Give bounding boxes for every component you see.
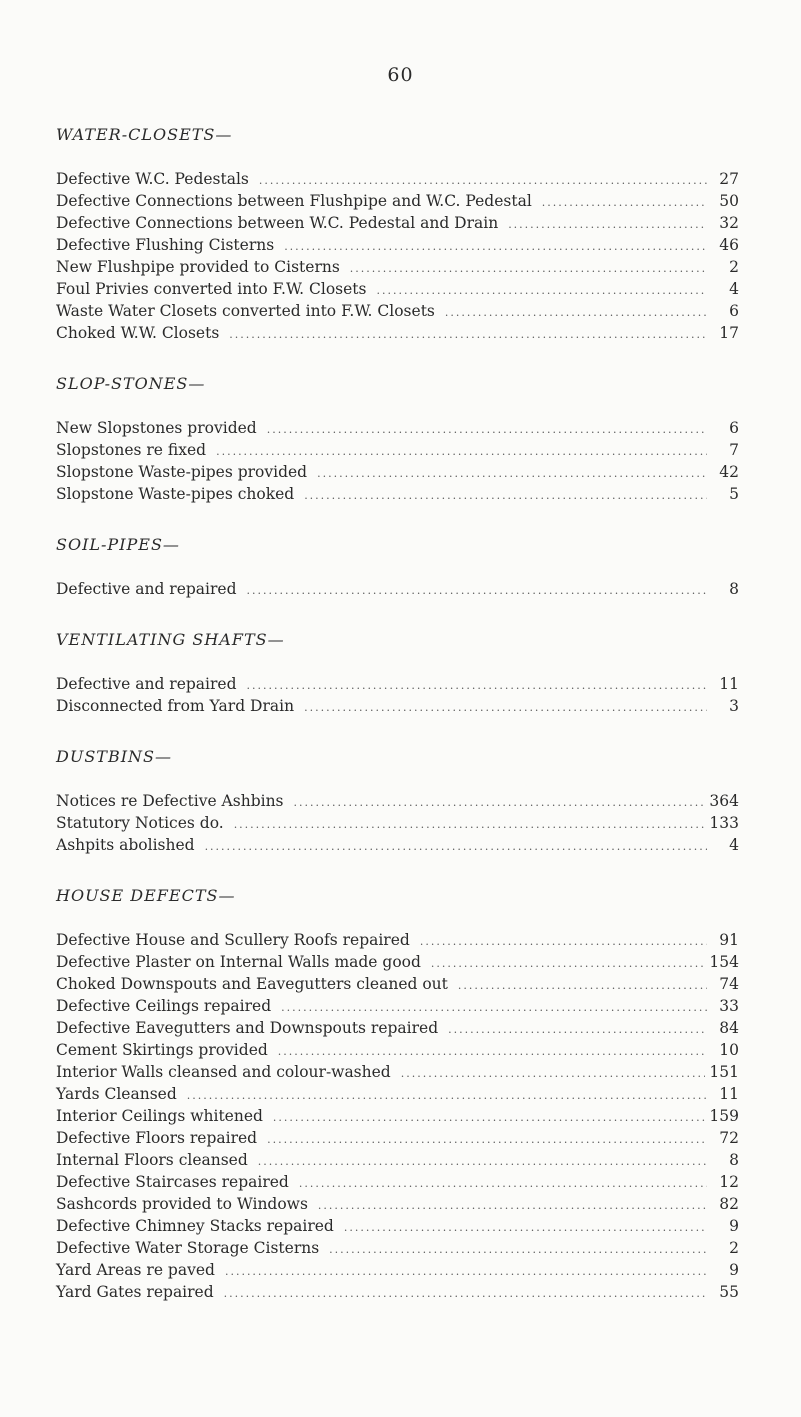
- row-value: 151: [709, 1063, 739, 1081]
- row-label: Defective House and Scullery Roofs repaired: [56, 931, 410, 949]
- section: [56, 744, 739, 856]
- dot-leader: [267, 419, 707, 441]
- dot-leader: [259, 170, 707, 192]
- row-value: 2: [729, 258, 739, 276]
- row-label: Yard Areas re paved: [56, 1261, 215, 1279]
- row-value: 50: [719, 192, 739, 210]
- dot-leader: [278, 1041, 707, 1063]
- row-value: 46: [719, 236, 739, 254]
- section: [56, 627, 739, 717]
- row-label: Interior Ceilings whitened: [56, 1107, 263, 1125]
- table-row: [56, 1039, 739, 1061]
- row-label: Choked Downspouts and Eavegutters cleaned out: [56, 975, 448, 993]
- row-label: Notices re Defective Ashbins: [56, 792, 284, 810]
- dot-leader: [205, 836, 707, 858]
- row-label: Defective Plaster on Internal Walls made good: [56, 953, 421, 971]
- row-value: 82: [719, 1195, 739, 1213]
- section-heading: VENTILATING SHAFTS—: [56, 630, 285, 649]
- row-label: Statutory Notices do.: [56, 814, 224, 832]
- row-label: Slopstone Waste-pipes provided: [56, 463, 308, 481]
- row-value: 11: [719, 675, 739, 693]
- row-label: Cement Skirtings provided: [56, 1041, 268, 1059]
- row-value: 4: [729, 836, 739, 854]
- report-content: [56, 122, 739, 1330]
- row-value: 159: [709, 1107, 739, 1125]
- dot-leader: [267, 1129, 707, 1151]
- dot-leader: [273, 1107, 705, 1129]
- dot-leader: [258, 1151, 707, 1173]
- row-value: 3: [729, 697, 739, 715]
- table-row: [56, 168, 739, 190]
- section-heading: SOIL-PIPES—: [56, 535, 180, 554]
- dot-leader: [294, 792, 706, 814]
- row-label: Defective Staircases repaired: [56, 1173, 289, 1191]
- row-value: 74: [719, 975, 739, 993]
- table-row: [56, 1237, 739, 1259]
- section: [56, 883, 739, 1303]
- table-row: [56, 790, 739, 812]
- table-row: [56, 812, 739, 834]
- table-row: [56, 1259, 739, 1281]
- section: [56, 122, 739, 344]
- row-label: New Flushpipe provided to Cisterns: [56, 258, 340, 276]
- row-value: 42: [719, 463, 739, 481]
- row-label: Defective Water Storage Cisterns: [56, 1239, 320, 1257]
- table-row: [56, 1017, 739, 1039]
- table-row: [56, 1149, 739, 1171]
- table-row: [56, 322, 739, 344]
- dot-leader: [508, 214, 707, 236]
- row-label: Defective Floors repaired: [56, 1129, 258, 1147]
- row-value: 4: [729, 280, 739, 298]
- section-heading: SLOP-STONES—: [56, 374, 206, 393]
- row-value: 133: [709, 814, 739, 832]
- dot-leader: [224, 1283, 707, 1305]
- row-label: Defective and repaired: [56, 580, 237, 598]
- row-label: Slopstone Waste-pipes choked: [56, 485, 295, 503]
- row-label: Waste Water Closets converted into F.W. Closets: [56, 302, 435, 320]
- table-row: [56, 995, 739, 1017]
- dot-leader: [229, 324, 707, 346]
- row-label: Interior Walls cleansed and colour-washed: [56, 1063, 391, 1081]
- dot-leader: [329, 1239, 707, 1261]
- table-row: [56, 483, 739, 505]
- row-label: Choked W.W. Closets: [56, 324, 220, 342]
- table-row: [56, 578, 739, 600]
- dot-leader: [225, 1261, 707, 1283]
- row-value: 9: [729, 1217, 739, 1235]
- row-value: 10: [719, 1041, 739, 1059]
- dot-leader: [448, 1019, 707, 1041]
- dot-leader: [187, 1085, 707, 1107]
- table-row: [56, 278, 739, 300]
- table-row: [56, 256, 739, 278]
- table-row: [56, 234, 739, 256]
- section-heading: HOUSE DEFECTS—: [56, 886, 236, 905]
- dot-leader: [431, 953, 705, 975]
- dot-leader: [247, 580, 707, 602]
- row-label: Foul Privies converted into F.W. Closets: [56, 280, 367, 298]
- table-row: [56, 1127, 739, 1149]
- row-label: Defective Eavegutters and Downspouts repaired: [56, 1019, 439, 1037]
- row-value: 55: [719, 1283, 739, 1301]
- dot-leader: [247, 675, 707, 697]
- dot-leader: [542, 192, 707, 214]
- row-label: Defective Chimney Stacks repaired: [56, 1217, 334, 1235]
- dot-leader: [317, 463, 707, 485]
- row-value: 2: [729, 1239, 739, 1257]
- dot-leader: [350, 258, 707, 280]
- row-value: 364: [709, 792, 739, 810]
- table-row: [56, 834, 739, 856]
- row-label: Yards Cleansed: [56, 1085, 177, 1103]
- table-row: [56, 973, 739, 995]
- row-label: Defective and repaired: [56, 675, 237, 693]
- table-row: [56, 1105, 739, 1127]
- dot-leader: [445, 302, 707, 324]
- table-row: [56, 929, 739, 951]
- row-value: 27: [719, 170, 739, 188]
- table-row: [56, 461, 739, 483]
- row-value: 7: [729, 441, 739, 459]
- row-value: 8: [729, 1151, 739, 1169]
- row-label: Internal Floors cleansed: [56, 1151, 248, 1169]
- table-row: [56, 1171, 739, 1193]
- dot-leader: [401, 1063, 706, 1085]
- row-label: New Slopstones provided: [56, 419, 257, 437]
- row-label: Defective Connections between Flushpipe and W.C. Pedestal: [56, 192, 532, 210]
- row-label: Defective W.C. Pedestals: [56, 170, 249, 188]
- row-value: 11: [719, 1085, 739, 1103]
- row-label: Defective Ceilings repaired: [56, 997, 272, 1015]
- table-row: [56, 695, 739, 717]
- row-value: 12: [719, 1173, 739, 1191]
- dot-leader: [304, 697, 707, 719]
- section-heading: WATER-CLOSETS—: [56, 125, 233, 144]
- row-label: Yard Gates repaired: [56, 1283, 214, 1301]
- dot-leader: [281, 997, 707, 1019]
- table-row: [56, 417, 739, 439]
- section-heading: DUSTBINS—: [56, 747, 172, 766]
- row-label: Disconnected from Yard Drain: [56, 697, 295, 715]
- table-row: [56, 300, 739, 322]
- row-value: 8: [729, 580, 739, 598]
- row-value: 6: [729, 419, 739, 437]
- dot-leader: [304, 485, 707, 507]
- row-value: 32: [719, 214, 739, 232]
- dot-leader: [299, 1173, 707, 1195]
- row-value: 9: [729, 1261, 739, 1279]
- table-row: [56, 673, 739, 695]
- row-label: Slopstones re fixed: [56, 441, 207, 459]
- dot-leader: [344, 1217, 707, 1239]
- dot-leader: [420, 931, 707, 953]
- row-value: 72: [719, 1129, 739, 1147]
- table-row: [56, 212, 739, 234]
- row-value: 6: [729, 302, 739, 320]
- row-value: 33: [719, 997, 739, 1015]
- row-value: 17: [719, 324, 739, 342]
- table-row: [56, 1083, 739, 1105]
- table-row: [56, 951, 739, 973]
- section: [56, 532, 739, 600]
- row-label: Defective Flushing Cisterns: [56, 236, 275, 254]
- table-row: [56, 1281, 739, 1303]
- dot-leader: [234, 814, 706, 836]
- row-value: 5: [729, 485, 739, 503]
- row-value: 84: [719, 1019, 739, 1037]
- row-label: Defective Connections between W.C. Pedestal and Drain: [56, 214, 499, 232]
- dot-leader: [284, 236, 707, 258]
- row-label: Ashpits abolished: [56, 836, 195, 854]
- row-value: 91: [719, 931, 739, 949]
- table-row: [56, 1193, 739, 1215]
- table-row: [56, 439, 739, 461]
- dot-leader: [318, 1195, 707, 1217]
- table-row: [56, 190, 739, 212]
- dot-leader: [216, 441, 707, 463]
- row-value: 154: [709, 953, 739, 971]
- table-row: [56, 1215, 739, 1237]
- row-label: Sashcords provided to Windows: [56, 1195, 308, 1213]
- table-row: [56, 1061, 739, 1083]
- section: [56, 371, 739, 505]
- dot-leader: [376, 280, 707, 302]
- dot-leader: [458, 975, 707, 997]
- page-number: 60: [387, 64, 414, 86]
